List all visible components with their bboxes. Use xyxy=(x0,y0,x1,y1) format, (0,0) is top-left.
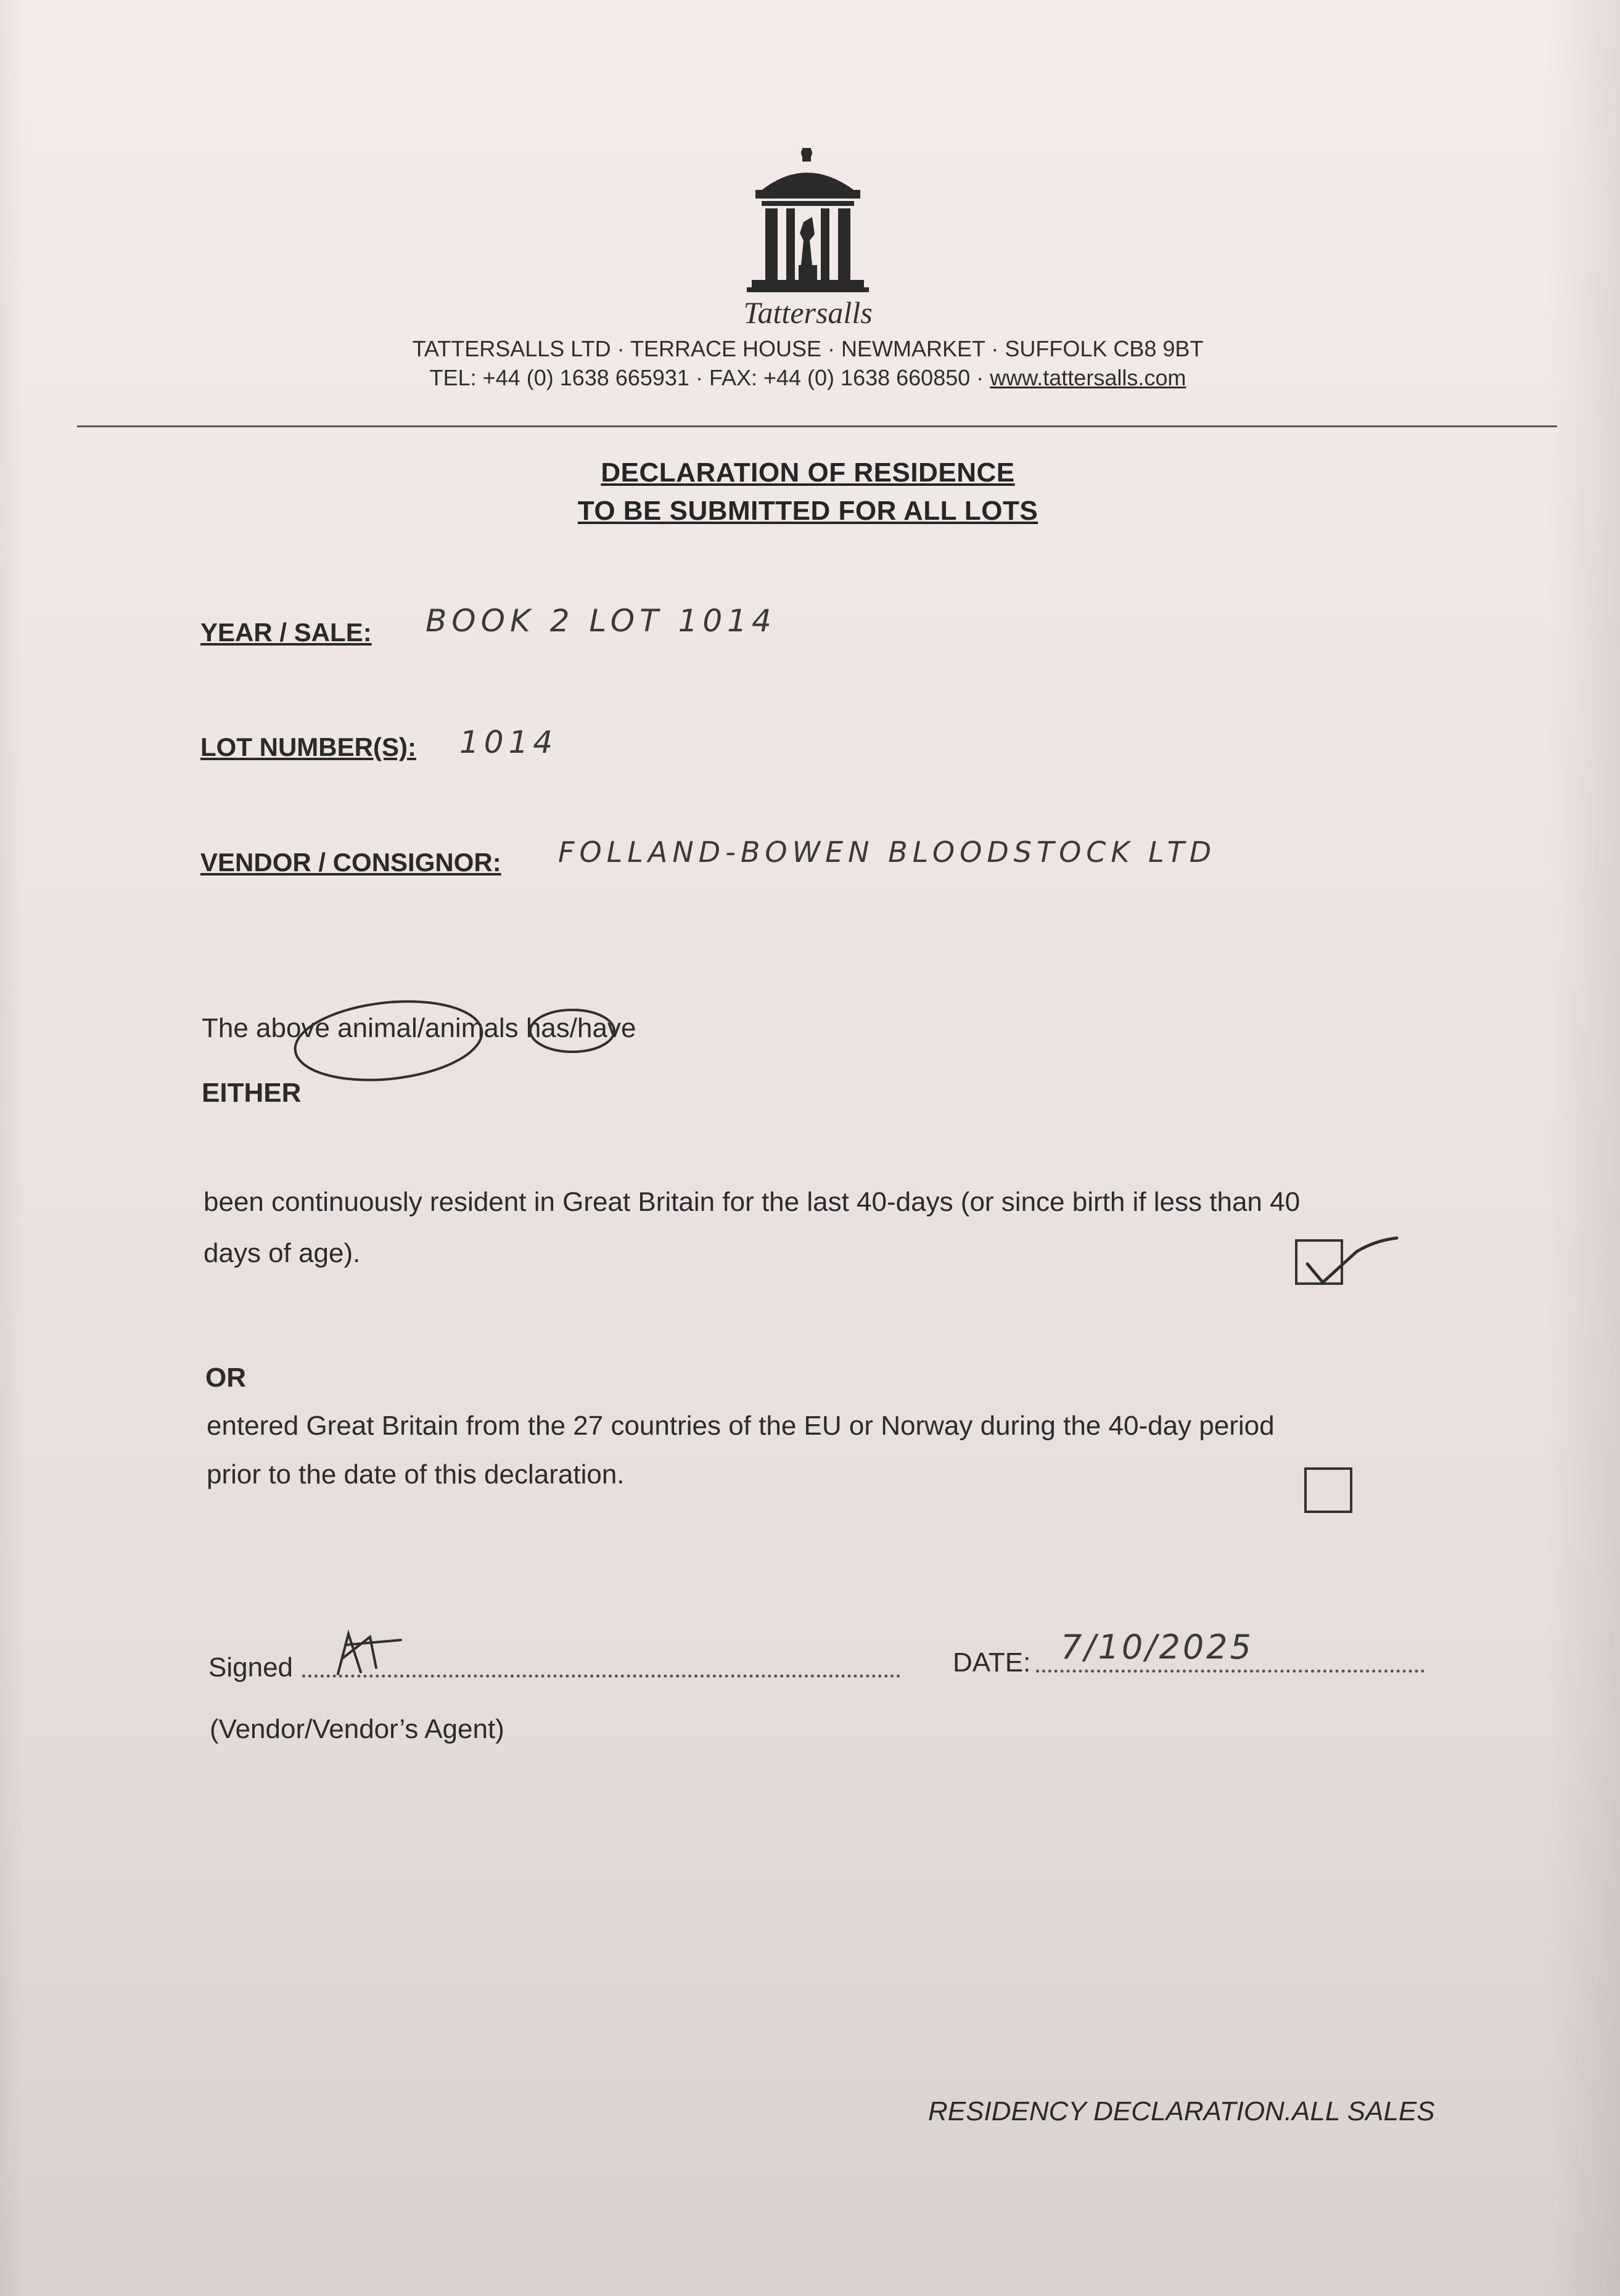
page-shadow-right xyxy=(1546,0,1620,2296)
lot-numbers-value[interactable]: 1014 xyxy=(459,724,558,760)
year-sale-label: YEAR / SALE: xyxy=(200,618,372,647)
option-2-text-line-2: prior to the date of this declaration. xyxy=(207,1459,625,1490)
vendor-consignor-value[interactable]: FOLLAND-BOWEN BLOODSTOCK LTD xyxy=(558,835,1217,869)
year-sale-value[interactable]: BOOK 2 LOT 1014 xyxy=(426,603,776,639)
option-2-text-line-1: entered Great Britain from the 27 countries of the EU or Norway during the 40-day period xyxy=(207,1411,1275,1441)
option-2-checkbox[interactable] xyxy=(1304,1467,1352,1513)
vendor-consignor-label: VENDOR / CONSIGNOR: xyxy=(200,848,501,877)
date-value[interactable]: 7/10/2025 xyxy=(1061,1628,1254,1667)
statement-intro: The above animal/animals has/have xyxy=(202,1013,636,1043)
date-line xyxy=(1036,1670,1425,1673)
vendor-agent-label: (Vendor/Vendor’s Agent) xyxy=(210,1714,504,1744)
form-footer-name: RESIDENCY DECLARATION.ALL SALES xyxy=(928,2096,1435,2126)
either-label: EITHER xyxy=(202,1078,302,1108)
date-label: DATE: xyxy=(953,1647,1031,1678)
lot-numbers-label: LOT NUMBER(S): xyxy=(200,732,416,761)
address-line: TATTERSALLS LTD · TERRACE HOUSE · NEWMARKET · SUFFOLK CB8 9BT xyxy=(412,336,1204,361)
brand-name: Tattersalls xyxy=(743,295,873,330)
signature-scribble-icon xyxy=(338,1634,401,1674)
page-shadow-left xyxy=(0,0,25,2296)
document-title: DECLARATION OF RESIDENCE xyxy=(601,457,1015,488)
signed-label: Signed xyxy=(208,1652,294,1683)
option-1-text-line-1: been continuously resident in Great Britain for the last 40-days (or since birth if less than 40 xyxy=(204,1187,1301,1217)
header-divider xyxy=(77,425,1557,427)
option-1-text-line-2: days of age). xyxy=(204,1238,361,1268)
document-subtitle: TO BE SUBMITTED FOR ALL LOTS xyxy=(577,496,1038,526)
or-label: OR xyxy=(205,1363,246,1393)
contact-line xyxy=(358,365,1258,391)
option-1-checkbox[interactable] xyxy=(1295,1239,1343,1285)
phone-fax: TEL: +44 (0) 1638 665931 · FAX: +44 (0) 1638 660850 · xyxy=(429,365,990,390)
signature-line[interactable] xyxy=(302,1675,900,1678)
website-link[interactable]: www.tattersalls.com xyxy=(990,365,1186,390)
tattersalls-rotunda-logo-icon xyxy=(743,148,873,296)
